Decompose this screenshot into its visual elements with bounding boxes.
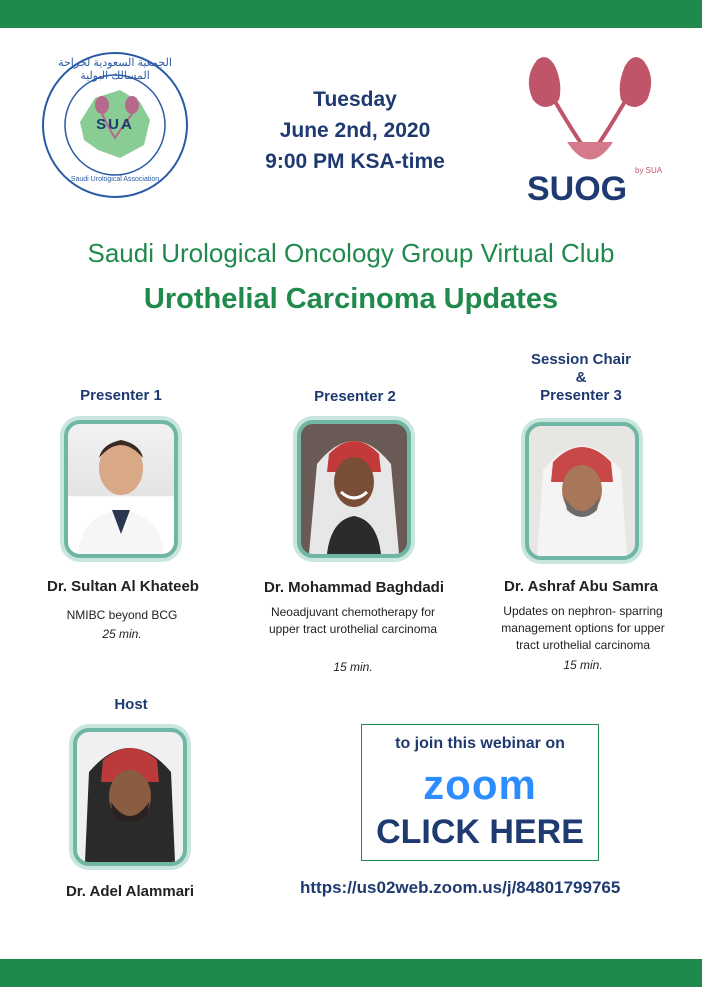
event-day: Tuesday — [313, 88, 397, 111]
presenter-3-topic: Updates on nephron- sparring management options for upper tract urothelial carcinoma — [501, 604, 665, 652]
suog-by-text: by SUA — [635, 166, 663, 175]
presenter-2-topic: Neoadjuvant chemotherapy for upper tract urothelial carcinoma — [268, 605, 438, 636]
presenter-2-photo — [297, 420, 411, 558]
host-photo — [73, 728, 187, 866]
sua-logo — [40, 50, 190, 200]
event-time: 9:00 PM KSA-time — [265, 150, 445, 173]
presenter-1-role: Presenter 1 — [80, 387, 162, 404]
top-banner-bar — [0, 0, 702, 28]
presenter-1-name: Dr. Sultan Al Khateeb — [47, 578, 199, 595]
suog-logo — [515, 42, 665, 220]
presenter-1-duration: 25 min. — [102, 627, 142, 641]
sua-english-text: Saudi Urological Association — [70, 176, 160, 183]
click-here-button[interactable]: CLICK HERE — [376, 813, 584, 851]
host-role: Host — [114, 696, 148, 713]
zoom-logo-icon: zoom — [423, 761, 537, 808]
suog-logo-text: SUOG — [527, 170, 628, 208]
zoom-join-box[interactable] — [361, 724, 599, 861]
event-subtitle: Saudi Urological Oncology Group Virtual Club — [87, 238, 615, 268]
presenter-3-photo — [525, 422, 639, 560]
sua-logo-text: SUA — [96, 116, 134, 133]
presenter-3-duration: 15 min. — [563, 658, 603, 672]
event-datetime — [230, 84, 480, 177]
sua-arabic-text: الجمعية السعودية لجراحة المسالك البولية — [58, 57, 172, 82]
zoom-meeting-link[interactable]: https://us02web.zoom.us/j/84801799765 — [300, 878, 621, 897]
event-date: June 2nd, 2020 — [279, 119, 431, 142]
presenter-3-role: Session Chair & Presenter 3 — [530, 351, 632, 404]
suog-logo-icon — [515, 42, 665, 172]
event-title: Urothelial Carcinoma Updates — [143, 283, 559, 315]
presenter-2-duration: 15 min. — [333, 660, 373, 674]
presenter-1-topic: NMIBC beyond BCG — [66, 608, 178, 622]
presenter-3-name: Dr. Ashraf Abu Samra — [504, 578, 658, 595]
host-name: Dr. Adel Alammari — [65, 883, 195, 900]
zoom-join-text: to join this webinar on — [395, 735, 565, 752]
presenter-2-role: Presenter 2 — [314, 388, 396, 405]
presenter-2-name: Dr. Mohammad Baghdadi — [263, 579, 445, 596]
presenter-1-photo — [64, 420, 178, 558]
bottom-banner-bar — [0, 959, 702, 987]
